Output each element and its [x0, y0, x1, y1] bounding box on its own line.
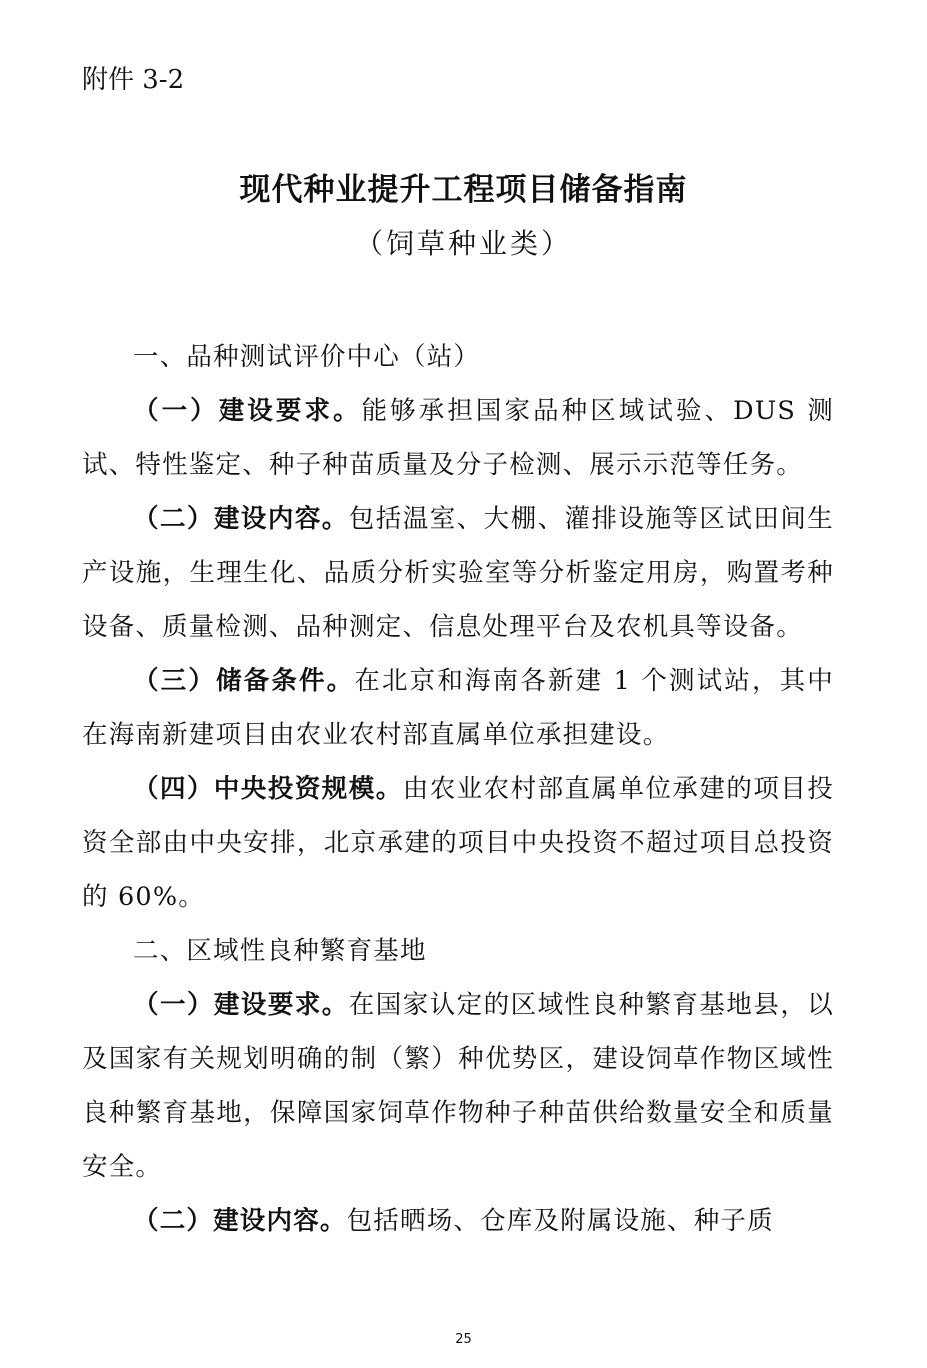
paragraph-label: （二）建设内容。: [133, 1206, 347, 1236]
paragraph-text: 在北京和海南各新建 1 个测试站，其中在海南新建项目由农业农村部直属单位承担建设。: [82, 666, 834, 750]
paragraph-label: （二）建设内容。: [133, 504, 349, 534]
paragraph: [82, 492, 834, 654]
document-subtitle: （饲草种业类）: [354, 227, 572, 260]
section-heading-2: 二、区域性良种繁育基地: [133, 936, 427, 966]
attachment-label: 附件 3-2: [82, 65, 185, 95]
paragraph-text: 由农业农村部直属单位承建的项目投资全部由中央安排，北京承建的项目中央投资不超过项目总投资的 60%。: [82, 774, 834, 912]
document-body: [82, 330, 834, 1248]
paragraph-label: （四）中央投资规模。: [133, 774, 403, 804]
section-heading-1: 一、品种测试评价中心（站）: [133, 342, 481, 372]
paragraph-text: 在国家认定的区域性良种繁育基地县，以及国家有关规划明确的制（繁）种优势区，建设饲草作物区域性良种繁育基地，保障国家饲草作物种子种苗供给数量安全和质量安全。: [82, 990, 834, 1182]
paragraph: [82, 654, 834, 762]
paragraph: [82, 978, 834, 1194]
paragraph-text: 包括晒场、仓库及附属设施、种子质: [346, 1206, 774, 1236]
paragraph-label: （一）建设要求。: [133, 396, 362, 426]
paragraph: [82, 384, 834, 492]
paragraph: [82, 1194, 834, 1248]
paragraph-label: （一）建设要求。: [133, 990, 349, 1020]
paragraph-text: 包括温室、大棚、灌排设施等区试田间生产设施，生理生化、品质分析实验室等分析鉴定用房，购置考种设备、质量检测、品种测定、信息处理平台及农机具等设备。: [82, 504, 834, 642]
paragraph: [82, 762, 834, 924]
document-title: 现代种业提升工程项目储备指南: [239, 172, 688, 208]
paragraph-label: （三）储备条件。: [133, 666, 355, 696]
paragraph-text: 能够承担国家品种区域试验、DUS 测试、特性鉴定、种子种苗质量及分子检测、展示示范等任务。: [82, 396, 834, 480]
page-number: 25: [455, 1332, 472, 1347]
